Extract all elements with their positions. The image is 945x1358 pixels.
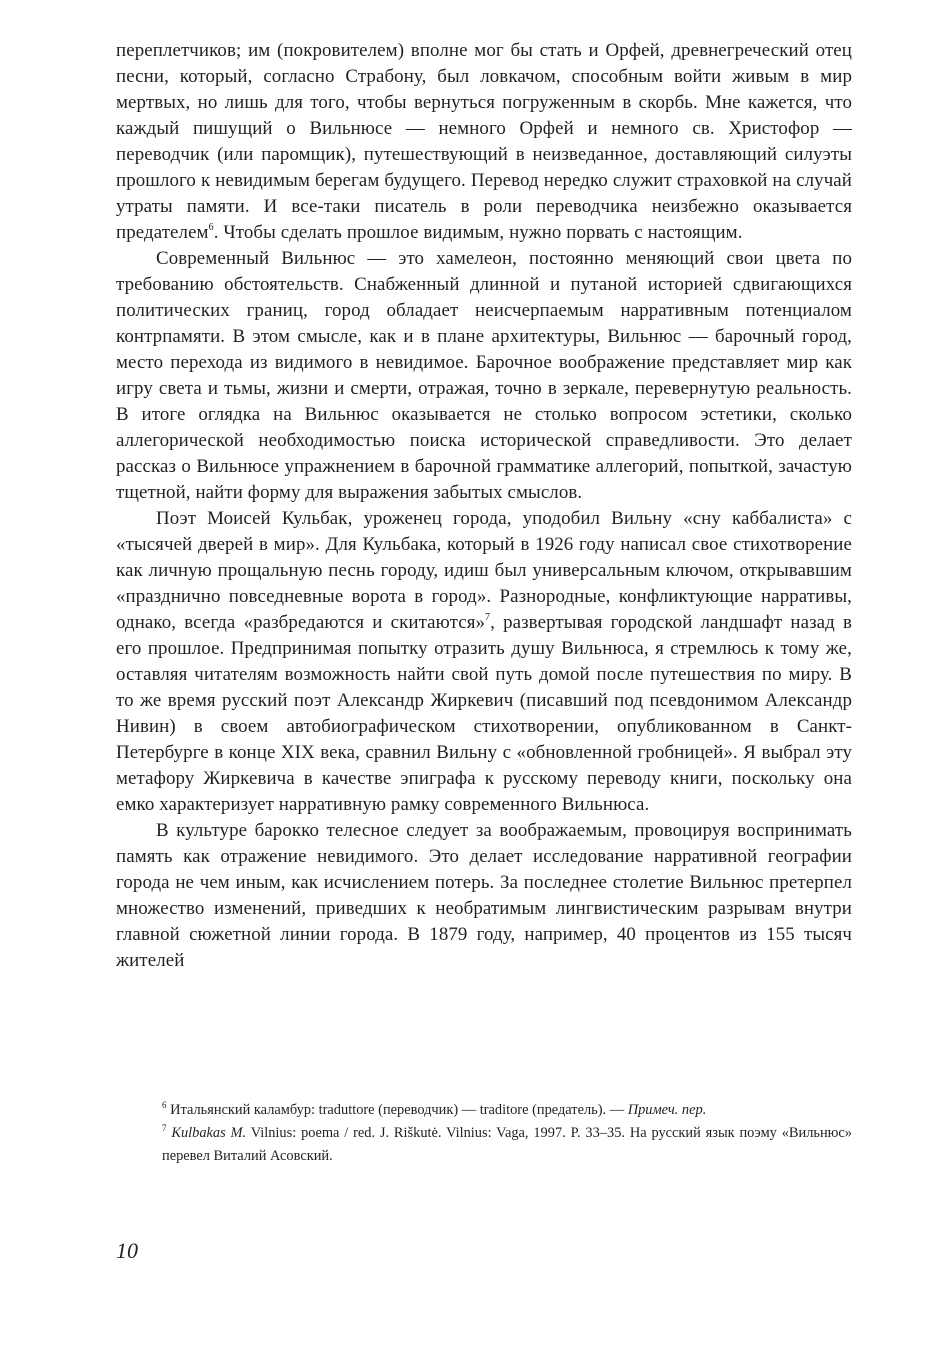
page-number: 10	[116, 1238, 138, 1263]
footnote-7	[162, 1122, 852, 1168]
paragraph-4: В культуре барокко телесное следует за воображаемым, провоцируя воспринимать память как отражение невидимого. Это делает исследование нарративной географии города не чем иным, как исчислением потерь. За последнее столетие Вильнюс претерпел множество изменений, приведших к необратимым лингвистическим разрывам внутри главной сюжетной линии города. В 1879 году, например, 40 процентов из 155 тысяч жителей	[116, 820, 852, 971]
footnote-7-author: Kulbakas M.	[171, 1125, 247, 1141]
footnote-6-text: Итальянский каламбур: traduttore (переводчик) — traditore (предатель). —	[166, 1102, 628, 1118]
paragraph-3-text-end: , развертывая городской ландшафт назад в его прошлое. Предпринимая попытку отразить душу Вильнюса, я стремлюсь к тому же, оставляя читателям возможность найти свой путь домой после путешествия по миру. В то же время русский поэт Александр Жиркевич (писавший под псевдонимом Александр Нивин) в своем автобиографическом стихотворении, опубликованном в Санкт-Петербурге в конце XIX века, сравнил Вильну с «обновленной гробницей». Я выбрал эту метафору Жиркевича в качестве эпиграфа к русскому переводу книги, поскольку она емко характеризует нарративную рамку современного Вильнюса.	[116, 612, 852, 815]
footnote-6	[162, 1099, 852, 1122]
footnote-ref-7[interactable]: 7	[485, 612, 491, 623]
main-text	[116, 38, 852, 974]
footnote-7-text: Vilnius: poema / red. J. Riškutė. Vilnius: Vaga, 1997. P. 33–35. На русский язык поэму «Вильнюс» перевел Виталий Асовский.	[162, 1125, 852, 1164]
paragraph-1-text-end: . Чтобы сделать прошлое видимым, нужно порвать с настоящим.	[213, 222, 743, 243]
footnote-6-note: Примеч. пер.	[627, 1102, 707, 1118]
footnotes	[162, 1099, 852, 1168]
footnote-ref-6[interactable]: 6	[208, 222, 214, 233]
paragraph-3	[116, 506, 852, 818]
paragraph-1-text: переплетчиков; им (покровителем) вполне мог бы стать и Орфей, древнегреческий отец песни, который, согласно Страбону, был ловкачом, способным войти живым в мир мертвых, но лишь для того, чтобы вернуться погруженным в скорбь. Мне кажется, что каждый пишущий о Вильнюсе — немного Орфей и немного св. Христофор — переводчик (или паромщик), путешествующий в неизведанное, доставляющий силуэты прошлого к невидимым берегам будущего. Перевод нередко служит страховкой на случай утраты памяти. И все-таки писатель в роли переводчика неизбежно оказывается предателем	[116, 40, 852, 243]
paragraph-3-text: Поэт Моисей Кульбак, уроженец города, уподобил Вильну «сну каббалиста» с «тысячей дверей в мир». Для Кульбака, который в 1926 году написал свое стихотворение как личную прощальную песнь городу, идиш был универсальным ключом, открывавшим «празднично повседневные ворота в город». Разнородные, конфликтующие нарративы, однако, всегда «разбредаются и скитаются»	[116, 508, 852, 633]
paragraph-1	[116, 38, 852, 246]
footnote-6-number: 6	[162, 1100, 167, 1110]
footnote-7-number: 7	[162, 1123, 167, 1133]
paragraph-2: Современный Вильнюс — это хамелеон, постоянно меняющий свои цвета по требованию обстоятельств. Снабженный длинной и путаной историей сдвигающихся политических границ, город обладает неисчерпаемым нарративным потенциалом контрпамяти. В этом смысле, как и в плане архитектуры, Вильнюс — барочный город, место перехода из видимого в невидимое. Барочное воображение представляет мир как игру света и тьмы, жизни и смерти, отражая, точно в зеркале, перевернутую реальность. В итоге оглядка на Вильнюс оказывается не столько вопросом эстетики, сколько аллегорической необходимостью поиска исторической справедливости. Это делает рассказ о Вильнюсе упражнением в барочной грамматике аллегорий, попыткой, зачастую тщетной, найти форму для выражения забытых смыслов.	[116, 248, 852, 503]
